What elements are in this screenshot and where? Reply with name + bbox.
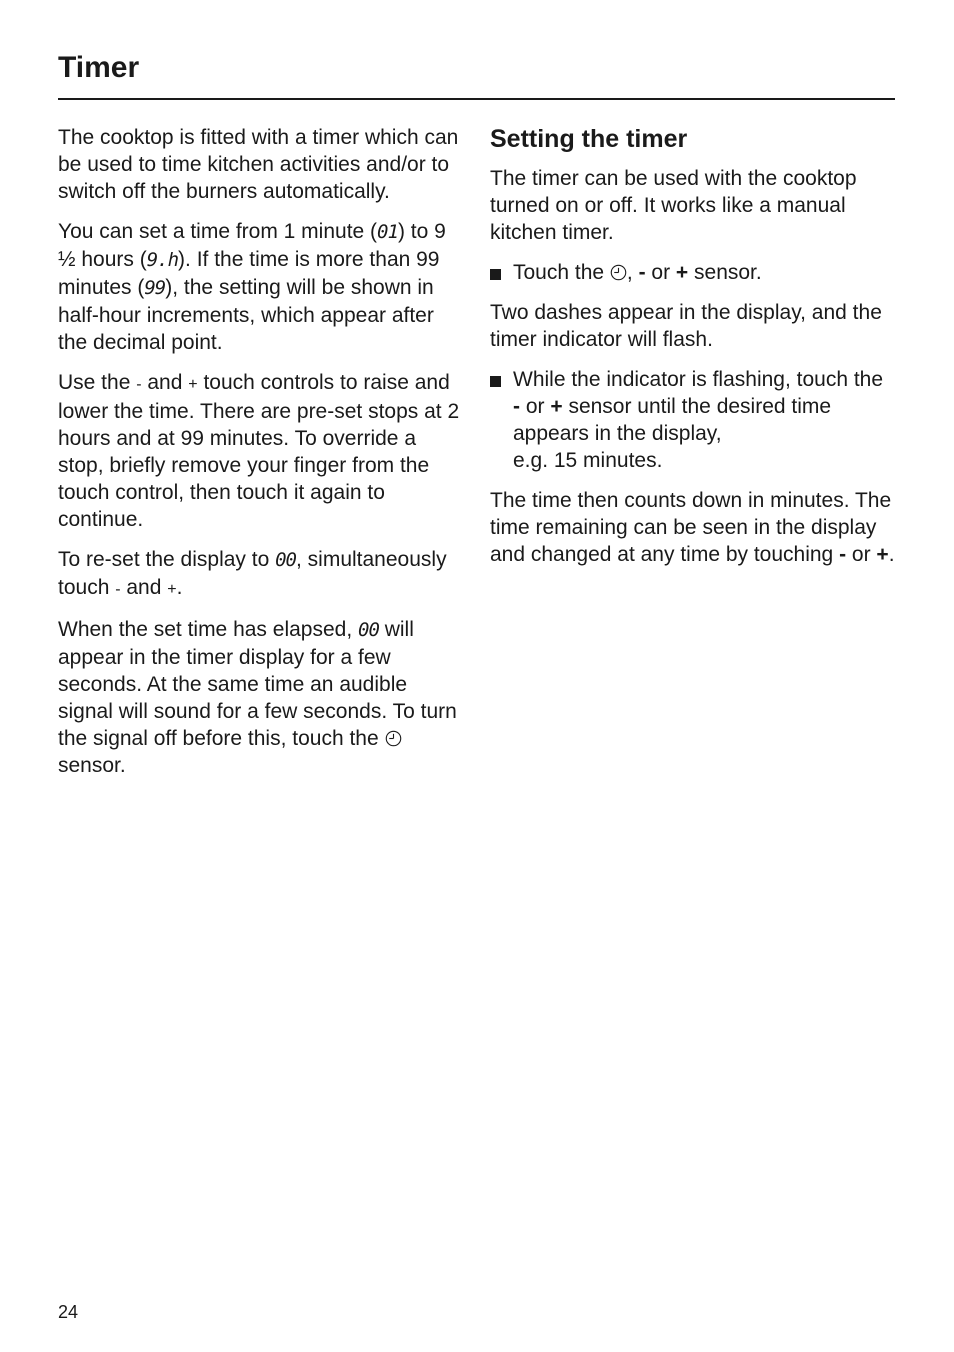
text: When the set time has elapsed,	[58, 618, 358, 641]
plus-symbol: +	[167, 581, 177, 598]
title-divider	[58, 98, 895, 100]
right-column	[490, 124, 895, 581]
text: will appear in the timer display for a few seconds. At the same time an audible signal will sound for a few seconds. To turn the signal off before this, touch the	[58, 618, 457, 750]
text: ) to 9 ½ hours (	[58, 220, 446, 271]
text: The time then counts down in minutes. The time remaining can be seen in the display and changed at any time by touching	[490, 489, 892, 566]
text: touch controls to raise and lower the time. There are pre-set stops at 2 hours and at 99 minutes. To override a stop, briefly remove your finger from the touch control, then touch it again to continue.	[58, 371, 460, 531]
text: To re-set the display to	[58, 548, 276, 571]
bullet-text	[513, 366, 895, 474]
text: You can set a time from 1 minute (	[58, 220, 378, 243]
square-bullet-icon	[490, 366, 513, 474]
text: ,	[626, 261, 639, 284]
text: sensor.	[58, 754, 126, 777]
instruction-bullet	[490, 366, 895, 474]
text: or	[645, 261, 676, 284]
display-99: 99	[144, 277, 166, 299]
example-text: e.g. 15 minutes.	[513, 449, 663, 472]
minus-symbol: -	[638, 261, 646, 284]
text: .	[888, 543, 895, 566]
text: sensor until the desired time appears in the display,	[513, 395, 832, 445]
text: While the indicator is flashing, touch the	[513, 368, 884, 391]
text: .	[176, 576, 183, 599]
square-bullet-icon	[490, 259, 513, 286]
left-column	[58, 124, 463, 792]
text: or	[846, 543, 877, 566]
minus-symbol: -	[115, 581, 121, 598]
minus-symbol: -	[136, 376, 142, 393]
time-range-paragraph	[58, 218, 463, 356]
display-00: 00	[275, 549, 296, 571]
countdown-paragraph	[490, 487, 895, 568]
minus-symbol: -	[839, 543, 847, 566]
instruction-bullet	[490, 259, 895, 286]
plus-symbol: +	[550, 395, 563, 418]
page-title: Timer	[58, 51, 140, 84]
minus-symbol: -	[513, 395, 520, 418]
display-9h: 9.h	[146, 249, 179, 271]
bullet-text	[513, 259, 895, 286]
clock-icon	[385, 730, 402, 747]
plus-symbol: +	[675, 261, 689, 284]
text: Touch the	[513, 261, 610, 284]
text: or	[520, 395, 551, 418]
timer-usage-paragraph: The timer can be used with the cooktop turned on or off. It works like a manual kitchen timer.	[490, 167, 857, 244]
text: sensor.	[688, 261, 762, 284]
reset-paragraph	[58, 546, 463, 603]
controls-paragraph	[58, 369, 463, 533]
text: ), the setting will be shown in half-hour increments, which appear after the decimal point.	[58, 276, 434, 354]
dashes-paragraph: Two dashes appear in the display, and the timer indicator will flash.	[490, 301, 882, 351]
text: Use the	[58, 371, 137, 394]
plus-symbol: +	[188, 376, 198, 393]
plus-symbol: +	[876, 543, 889, 566]
text: ). If the time is more than 99 minutes (	[58, 248, 440, 299]
display-01: 01	[377, 221, 398, 243]
display-00: 00	[358, 619, 379, 641]
clock-icon	[610, 264, 627, 281]
text: and	[120, 576, 168, 599]
text: and	[141, 371, 189, 394]
elapsed-paragraph	[58, 616, 463, 779]
page-number: 24	[58, 1302, 79, 1322]
text: , simultaneously touch	[58, 548, 447, 599]
intro-paragraph: The cooktop is fitted with a timer which can be used to time kitchen activities and/or to switch off the burners automatically.	[58, 126, 459, 203]
section-heading: Setting the timer	[490, 125, 688, 153]
